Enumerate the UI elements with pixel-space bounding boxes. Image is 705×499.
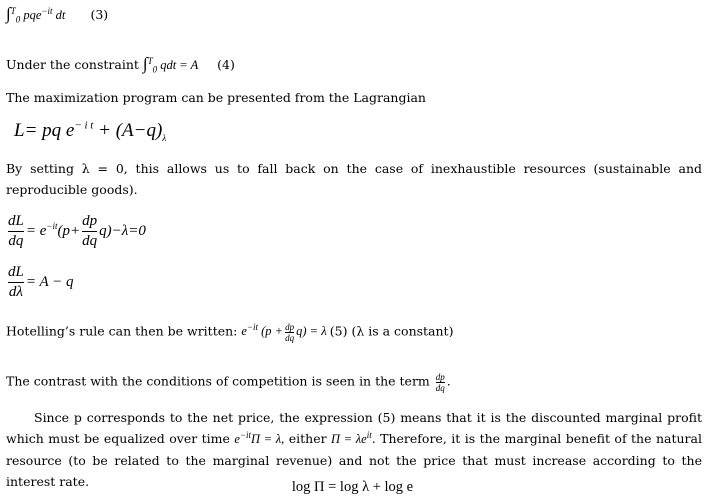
- conclusion-paragraph: Since p corresponds to the net price, the expression (5) means that it is the discounted marginal profit which must be equalized over time $e^{-it}\Pi = \lambda$, either $\Pi = \lambda e^{it}$. Therefore, it is the marginal benefit of the natural resource (to be related to the marginal revenue) and not the price that must increase according to the interest rate.: [6, 410, 702, 489]
- equation-number: (5): [329, 323, 348, 339]
- derivative-dl-dlambda: $\frac{dL}{d\lambda}$ = A − q: [8, 264, 74, 300]
- constraint-line: Under the constraint ∫$^T_0$ qdt = A (4): [6, 54, 235, 75]
- derivative-dl-dq: $\frac{dL}{dq}$ = $e^{-it}(p+$ $\frac{dp}{dq}$ q)−λ=0: [8, 213, 146, 249]
- equation-number: (3): [90, 7, 109, 22]
- contrast-text: The contrast with the conditions of competition is seen in the term $\frac{dp}{dq}$ .: [6, 372, 451, 393]
- lagrangian-equation: L= pq $e^{- i t} + (A-q)_\lambda$: [14, 119, 167, 143]
- objective-formula: ∫$^T_0$ pqe$^{-it}$ dt (3): [6, 4, 109, 25]
- hotelling-rule: Hotelling’s rule can then be written: $e^{-it}$ (p + $\frac{dp}{dq}$ q) = λ (5) (λ is a constant): [6, 322, 454, 343]
- setting-lambda-text: By setting λ = 0, this allows us to fall back on the case of inexhaustible resources (sustainable and reproducible goods).: [6, 161, 702, 197]
- log-equation: log Π = log λ + log e: [291, 479, 414, 495]
- equation-number: (4): [217, 57, 235, 72]
- maximization-text: The maximization program can be presented from the Lagrangian: [6, 90, 426, 105]
